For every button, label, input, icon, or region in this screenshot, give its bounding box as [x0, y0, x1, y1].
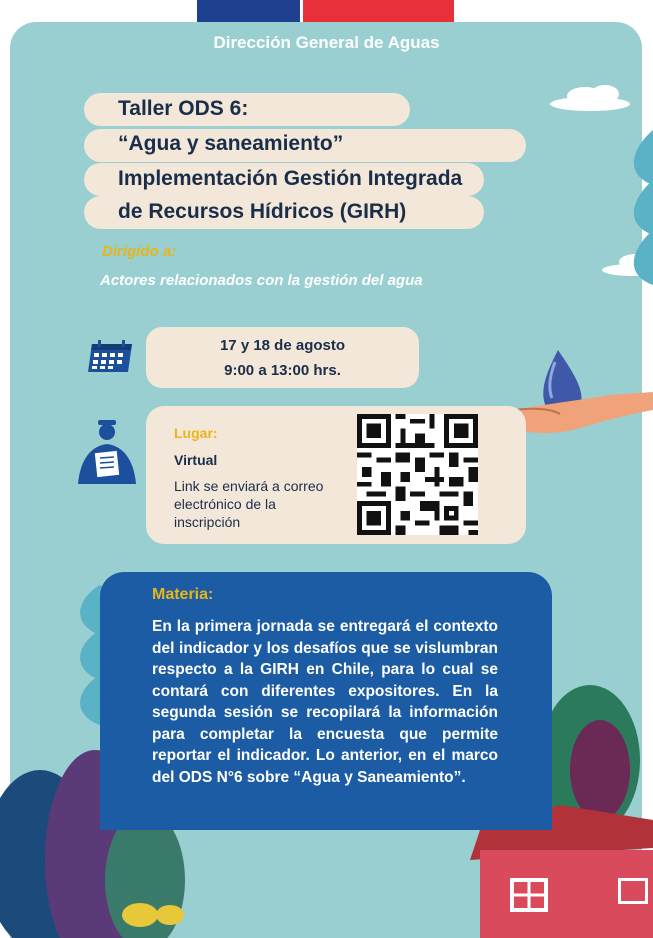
subject-label: Materia:	[152, 586, 214, 603]
title-line-1: Taller ODS 6:	[118, 97, 249, 120]
title-line-3: Implementación Gestión Integrada	[118, 167, 463, 190]
subject-text: En la primera jornada se entregará el contexto del indicador y los desafíos que se vislumbran respecto a la GIRH en Chile, para lo cual se contará con diferentes expositores. En la segunda sesión se recopilará la información para completar la encuesta que permite reportar el indicador. Lo anterior, en el marco del ODS N°6 sobre “Agua y Saneamiento”.	[152, 618, 498, 786]
audience-value: Actores relacionados con la gestión del agua	[100, 272, 423, 289]
schedule-time: 9:00 a 13:00 hrs.	[224, 362, 341, 379]
title-line-2: “Agua y saneamiento”	[118, 132, 344, 155]
calendar-icon	[84, 338, 136, 374]
schedule-dates: 17 y 18 de agosto	[219, 337, 346, 354]
person-icon	[76, 416, 138, 486]
location-value: Virtual	[174, 452, 218, 468]
location-note: Link se enviará a correo electrónico de la inscripción	[174, 478, 324, 530]
hand-drop-icon	[515, 350, 653, 433]
audience-label: Dirigido a:	[102, 243, 177, 260]
droplet-stack-right	[634, 130, 653, 285]
location-label: Lugar:	[174, 425, 218, 441]
header-title: Dirección General de Aguas	[213, 33, 440, 52]
cloud-icon	[550, 85, 630, 111]
qr-code[interactable]	[357, 414, 478, 535]
title-line-4: de Recursos Hídricos (GIRH)	[118, 200, 407, 223]
